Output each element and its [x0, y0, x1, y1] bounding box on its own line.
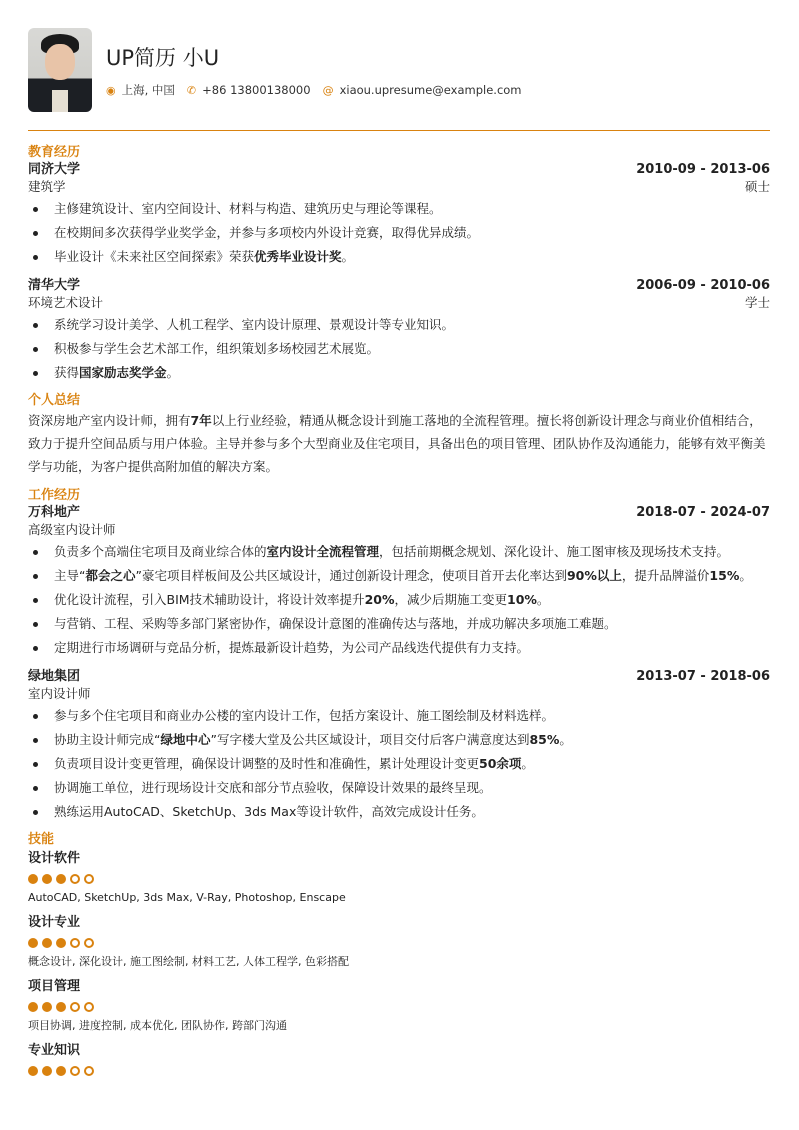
bold-text: 85%: [529, 732, 560, 747]
role: 室内设计师: [28, 686, 91, 701]
bullet-list: [28, 315, 770, 383]
text-segment: ，减少后期施工变更: [394, 592, 507, 607]
section-title: 个人总结: [28, 393, 81, 408]
empty-dot-icon: [70, 938, 80, 948]
filled-dot-icon: [56, 1002, 66, 1012]
skill-name: 项目管理: [28, 979, 81, 994]
text-segment: 。: [521, 756, 534, 771]
filled-dot-icon: [42, 874, 52, 884]
text-segment: ，包括前期概念规划、深化设计、施工图审核及现场技术支持。: [379, 544, 730, 559]
empty-dot-icon: [84, 1066, 94, 1076]
list-item: [28, 223, 770, 243]
text-segment: ，提升品牌溢价: [621, 568, 710, 583]
list-item: [28, 706, 770, 726]
empty-dot-icon: [84, 1002, 94, 1012]
text-segment: 系统学习设计美学、人机工程学、室内设计原理、景观设计等专业知识。: [54, 317, 455, 332]
text-segment: 主导“: [54, 568, 86, 583]
bold-text: 20%: [364, 592, 395, 607]
summary-section: [28, 393, 770, 478]
skill-name: 设计专业: [28, 915, 81, 930]
list-item: [28, 247, 770, 267]
bold-text: 10%: [507, 592, 537, 607]
text-segment: 积极参与学生会艺术部工作，组织策划多场校园艺术展览。: [54, 341, 380, 356]
skill-rating: [28, 874, 770, 884]
list-item: [28, 638, 770, 658]
text-segment: 毕业设计《未来社区空间探索》荣获: [54, 249, 255, 264]
text-segment: ”豪宅项目样板间及公共区域设计，通过创新设计理念，使项目首开去化率达到: [135, 568, 567, 583]
section-title: 工作经历: [28, 488, 81, 503]
date-range: 2006-09 - 2010-06: [636, 278, 770, 293]
organization: 万科地产: [28, 505, 81, 520]
list-item: [28, 778, 770, 798]
entry-header: [28, 161, 770, 178]
summary-text: [28, 409, 770, 478]
list-item: [28, 315, 770, 335]
header: [28, 28, 770, 112]
bold-text: 室内设计全流程管理: [266, 544, 380, 559]
entry-subheader: [28, 521, 770, 538]
list-item: [28, 802, 770, 822]
degree: 学士: [744, 295, 770, 310]
list-item: [28, 199, 770, 219]
phone-icon: ✆: [186, 83, 197, 97]
skill-rating: [28, 1066, 770, 1076]
bold-text: 50余项: [479, 756, 522, 771]
text-segment: 。: [536, 592, 550, 607]
entry: [28, 668, 770, 822]
text-segment: 负责多个高端住宅项目及商业综合体的: [54, 544, 267, 559]
bold-text: 绿地中心: [160, 732, 211, 747]
education-section: [28, 145, 770, 383]
skill-name: 设计软件: [28, 851, 81, 866]
skill-name: 专业知识: [28, 1043, 81, 1058]
role: 高级室内设计师: [28, 522, 116, 537]
filled-dot-icon: [28, 938, 38, 948]
text-segment: 定期进行市场调研与竞品分析，提炼最新设计趋势，为公司产品线迭代提供有力支持。: [54, 640, 530, 655]
filled-dot-icon: [28, 1066, 38, 1076]
text-segment: 。: [739, 568, 752, 583]
organization: 清华大学: [28, 278, 81, 293]
text-segment: 参与多个住宅项目和商业办公楼的室内设计工作，包括方案设计、施工图绘制及材料选样。: [54, 708, 555, 723]
skills-section: [28, 832, 770, 1076]
filled-dot-icon: [28, 1002, 38, 1012]
empty-dot-icon: [84, 938, 94, 948]
entry-header: [28, 277, 770, 294]
text-segment: 以上行业经验，精通从概念设计到施工落地的全流程管理。擅长将创新设计理念与商业价值相结合，致力于提升空间品质与用户体验。主导并参与多个大型商业及住宅项目，具备出色的项目管理、团队协作及沟通能力，能够有效平衡美学与功能，为客户提供高附加值的解决方案。: [28, 413, 766, 474]
entry: [28, 161, 770, 267]
filled-dot-icon: [42, 1002, 52, 1012]
resume-page: [28, 28, 770, 1082]
avatar: [28, 28, 92, 112]
list-item: [28, 754, 770, 774]
bold-text: 90%以上: [566, 568, 622, 583]
text-segment: ”写字楼大堂及公共区域设计，项目交付后客户满意度达到: [210, 732, 530, 747]
text-segment: 资深房地产室内设计师，拥有: [28, 413, 191, 428]
bullet-list: [28, 199, 770, 267]
empty-dot-icon: [70, 874, 80, 884]
list-item: [28, 590, 770, 610]
empty-dot-icon: [70, 1002, 80, 1012]
list-item: [28, 730, 770, 750]
entry: [28, 504, 770, 658]
location: 上海, 中国: [121, 83, 175, 97]
bullet-list: [28, 706, 770, 822]
filled-dot-icon: [56, 874, 66, 884]
list-item: [28, 339, 770, 359]
role: 环境艺术设计: [28, 295, 104, 310]
list-item: [28, 363, 770, 383]
candidate-name: UP简历 小U: [106, 46, 220, 70]
list-item: [28, 566, 770, 586]
text-segment: 熟练运用AutoCAD、SketchUp、3ds Max等设计软件，高效完成设计任务。: [54, 804, 484, 819]
date-range: 2010-09 - 2013-06: [636, 162, 770, 177]
at-icon: @: [322, 83, 334, 97]
text-segment: 协助主设计师完成“: [54, 732, 161, 747]
text-segment: 。: [559, 732, 572, 747]
list-item: [28, 614, 770, 634]
text-segment: 负责项目设计变更管理，确保设计调整的及时性和准确性，累计处理设计变更: [54, 756, 480, 771]
skill-items: AutoCAD, SketchUp, 3ds Max, V-Ray, Photoshop, Enscape: [28, 891, 346, 904]
skill-items: 概念设计, 深化设计, 施工图绘制, 材料工艺, 人体工程学, 色彩搭配: [28, 955, 349, 968]
entry-header: [28, 504, 770, 521]
filled-dot-icon: [56, 938, 66, 948]
location-pin-icon: ◉: [106, 83, 116, 97]
bullet-list: [28, 542, 770, 658]
filled-dot-icon: [42, 1066, 52, 1076]
entry-subheader: [28, 685, 770, 702]
skill-items: 项目协调, 进度控制, 成本优化, 团队协作, 跨部门沟通: [28, 1019, 287, 1032]
date-range: 2018-07 - 2024-07: [636, 505, 770, 520]
degree: 硕士: [744, 179, 770, 194]
email: xiaou.upresume@example.com: [339, 83, 522, 97]
date-range: 2013-07 - 2018-06: [636, 669, 770, 684]
entry-subheader: [28, 294, 770, 311]
filled-dot-icon: [28, 874, 38, 884]
divider: [28, 130, 770, 131]
text-segment: 。: [166, 365, 180, 380]
bold-text: 都会之心: [85, 568, 136, 583]
skill-rating: [28, 938, 770, 948]
text-segment: 协调施工单位，进行现场设计交底和部分节点验收，保障设计效果的最终呈现。: [54, 780, 492, 795]
text-segment: 与营销、工程、采购等多部门紧密协作，确保设计意图的准确传达与落地，并成功解决多项施工难题。: [54, 616, 617, 631]
organization: 同济大学: [28, 162, 81, 177]
phone: +86 13800138000: [202, 83, 311, 97]
empty-dot-icon: [70, 1066, 80, 1076]
filled-dot-icon: [56, 1066, 66, 1076]
section-title: 教育经历: [28, 145, 81, 160]
bold-text: 优秀毕业设计奖: [254, 249, 342, 264]
entry-subheader: [28, 178, 770, 195]
list-item: [28, 542, 770, 562]
entry: [28, 277, 770, 383]
empty-dot-icon: [84, 874, 94, 884]
bold-text: 15%: [709, 568, 740, 583]
entry-header: [28, 668, 770, 685]
text-segment: 优化设计流程，引入BIM技术辅助设计，将设计效率提升: [54, 592, 365, 607]
text-segment: 在校期间多次获得学业奖学金，并参与多项校内外设计竞赛，取得优异成绩。: [54, 225, 480, 240]
text-segment: 主修建筑设计、室内空间设计、材料与构造、建筑历史与理论等课程。: [54, 201, 442, 216]
work-section: [28, 488, 770, 822]
text-segment: 获得: [54, 365, 80, 380]
role: 建筑学: [28, 179, 66, 194]
section-title: 技能: [28, 832, 55, 847]
bold-text: 国家励志奖学金: [79, 365, 167, 380]
text-segment: 。: [341, 249, 355, 264]
filled-dot-icon: [42, 938, 52, 948]
skill-rating: [28, 1002, 770, 1012]
bold-text: 7年: [190, 413, 212, 428]
organization: 绿地集团: [28, 669, 81, 684]
